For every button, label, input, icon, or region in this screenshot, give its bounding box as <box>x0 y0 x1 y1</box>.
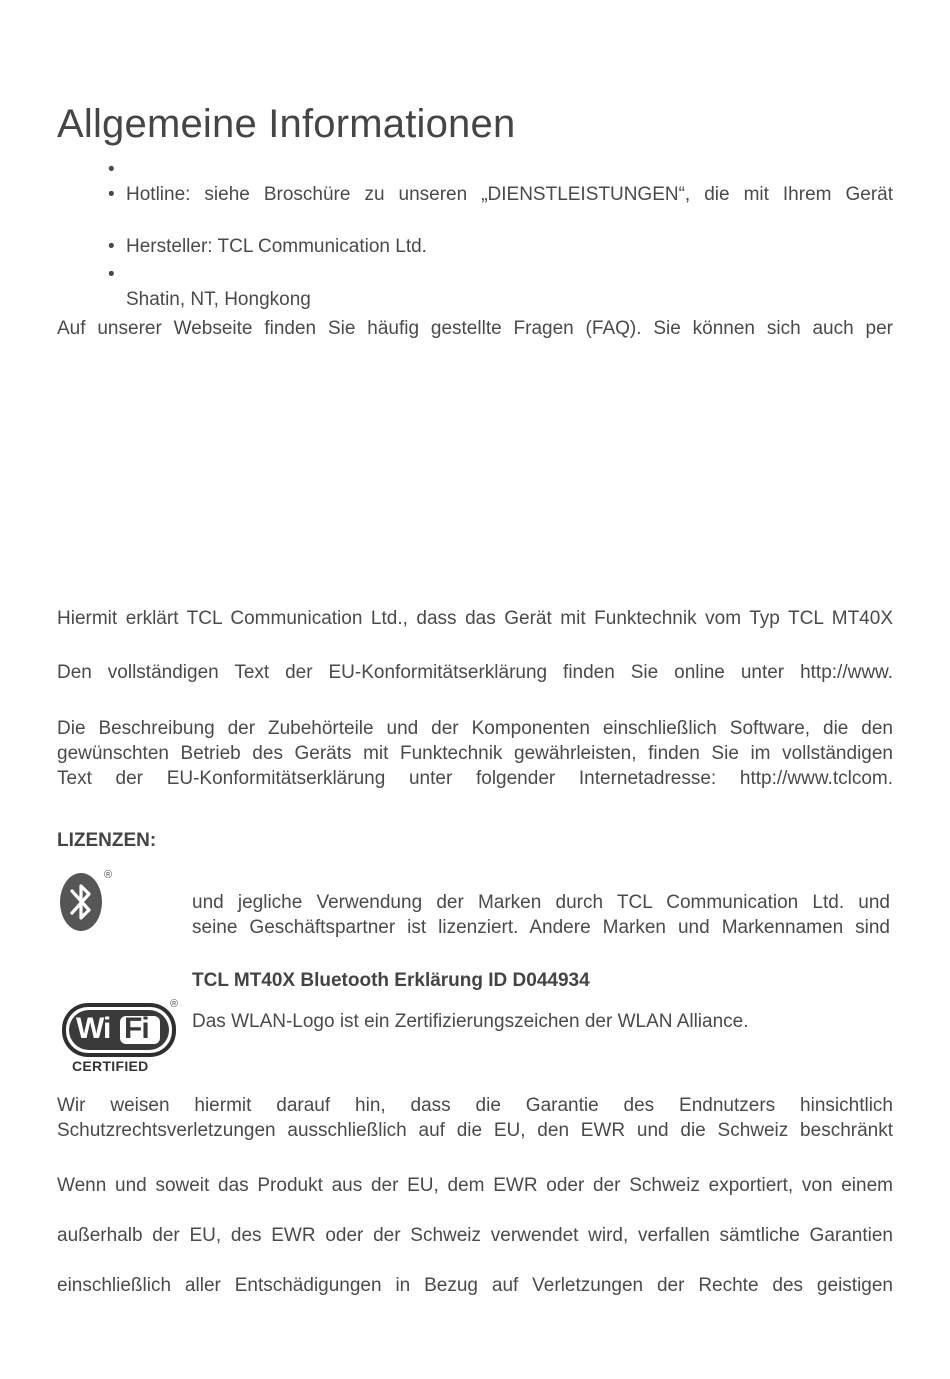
accessories-line-1: Die Beschreibung der Zubehörteile und der Komponenten einschließlich Software, die den <box>57 718 893 739</box>
wifi-logo-word-wi: Wi <box>76 1012 111 1045</box>
conformity-online-text: Den vollständigen Text der EU-Konformitätserklärung finden Sie online unter http://www. <box>57 662 893 683</box>
bullet-marker: • <box>108 159 115 180</box>
export-line-3: einschließlich aller Entschädigungen in Bezug auf Verletzungen der Rechte des geistigen <box>57 1275 893 1296</box>
bluetooth-logo-icon <box>59 872 103 932</box>
accessories-line-2: gewünschten Betrieb des Geräts mit Funktechnik gewährleisten, finden Sie im vollständigen <box>57 743 893 764</box>
export-line-2: außerhalb der EU, des EWR oder der Schweiz verwendet wird, verfallen sämtliche Garantien <box>57 1225 893 1246</box>
wifi-certified-logo <box>60 1000 182 1076</box>
bullet-text-manufacturer: Hersteller: TCL Communication Ltd. <box>126 236 427 257</box>
bullet-marker: • <box>108 236 115 257</box>
bullet-text-address: Shatin, NT, Hongkong <box>126 289 311 310</box>
bullet-marker: • <box>108 264 115 285</box>
warranty-line-2: Schutzrechtsverletzungen ausschließlich auf die EU, den EWR und die Schweiz beschränkt <box>57 1120 893 1141</box>
bullet-marker: • <box>108 184 115 205</box>
export-line-1: Wenn und soweit das Produkt aus der EU, dem EWR oder der Schweiz exportiert, von einem <box>57 1175 893 1196</box>
bullet-text-hotline: Hotline: siehe Broschüre zu unseren „DIENSTLEISTUNGEN“, die mit Ihrem Gerät <box>126 184 893 205</box>
wifi-logo-certified: CERTIFIED <box>72 1058 149 1074</box>
registered-mark: ® <box>104 869 113 881</box>
warranty-line-1: Wir weisen hiermit darauf hin, dass die Garantie des Endnutzers hinsichtlich <box>57 1095 893 1116</box>
licenses-heading: LIZENZEN: <box>57 830 157 851</box>
bluetooth-license-line-2: seine Geschäftspartner ist lizenziert. Andere Marken und Markennamen sind <box>192 917 890 938</box>
accessories-line-3: Text der EU-Konformitätserklärung unter folgender Internetadresse: http://www.tclcom. <box>57 768 893 789</box>
wifi-license-text: Das WLAN-Logo ist ein Zertifizierungszeichen der WLAN Alliance. <box>192 1011 749 1032</box>
bluetooth-license-line-1: und jegliche Verwendung der Marken durch TCL Communication Ltd. und <box>192 892 890 913</box>
conformity-declaration: Hiermit erklärt TCL Communication Ltd., dass das Gerät mit Funktechnik vom Typ TCL MT40X <box>57 608 893 629</box>
bluetooth-declaration-id: TCL MT40X Bluetooth Erklärung ID D044934 <box>192 970 590 991</box>
registered-mark: ® <box>170 998 179 1010</box>
page-title: Allgemeine Informationen <box>57 102 516 146</box>
wifi-logo-word-fi: Fi <box>124 1012 149 1045</box>
faq-paragraph: Auf unserer Webseite finden Sie häufig gestellte Fragen (FAQ). Sie können sich auch per <box>57 318 893 339</box>
